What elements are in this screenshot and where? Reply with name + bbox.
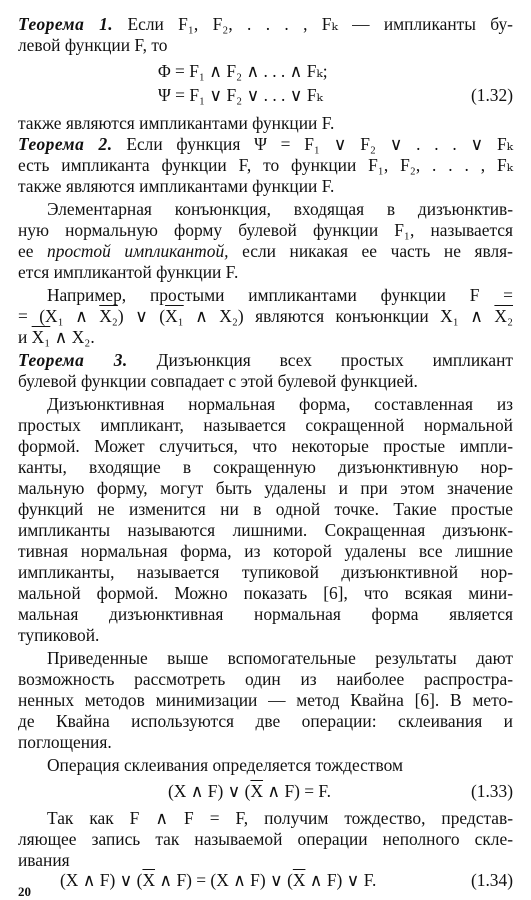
negated-variable: X₂ (99, 306, 118, 326)
text-line: Операция склеивания определяется тождеством (47, 755, 403, 775)
theorem-2-label: Теорема 2. (18, 134, 113, 154)
theorem-2-line (18, 134, 513, 155)
negated-variable: X₂ (494, 306, 514, 326)
text-line: Если F₁, F₂, . . . , Fₖ — импликанты бу- (127, 14, 513, 34)
text-line: есть импликанта функции F, то функции F₁, F₂, . . . , Fₖ (18, 155, 513, 175)
text-line: Так как F ∧ F = F, получим тождество, представ- (47, 808, 513, 828)
text-line: возможность рассмотреть один из наиболее распростра- (18, 669, 513, 689)
text-line: Дизъюнкция всех простых импликант (156, 350, 513, 370)
theorem-1-line (18, 14, 513, 35)
text-line: также являются импликантами функции F. (18, 113, 335, 133)
formula-fragment: ∧ F) = (X ∧ F) ∨ ( (155, 870, 293, 890)
text-line: тупиковой. (18, 625, 100, 645)
formula-fragment: ∧ F) = F. (263, 781, 332, 801)
text-line: Дизъюнктивная нормальная форма, составленная из (47, 394, 513, 414)
text-line: ненных методов минимизации — метод Квайна [6]. В мето- (18, 690, 513, 710)
formula-fragment: (X ∧ F) ∨ ( (168, 781, 251, 801)
formula-fragment: ∧ F) ∨ F. (305, 870, 377, 890)
equation-number-1-32: (1.32) (470, 85, 513, 105)
text-fragment: = (X₁ ∧ (18, 306, 100, 326)
text-line: импликанты называются лишними. Сокращенная дизъюнк- (18, 520, 513, 540)
text-line: поглощения. (18, 732, 112, 752)
formula-1-33 (168, 781, 331, 802)
text-line: мальную форму, могут быть удалены и при этом значение (18, 478, 513, 498)
equation-number-1-34: (1.34) (470, 870, 513, 890)
text-line: ивания (18, 850, 70, 870)
formula-psi: Ψ = F₁ ∨ F₂ ∨ . . . ∨ Fₖ (158, 85, 323, 105)
text-line: мальная дизъюнктивная нормальная форма является (18, 604, 513, 624)
text-line: импликанты, называется тупиковой дизъюнктивной нор- (18, 562, 513, 582)
negated-variable: X₁ (31, 327, 51, 347)
negated-variable: $\overline{X}$ (292, 870, 306, 890)
text-line: формой. Может случиться, что некоторые простые импли- (18, 436, 513, 456)
formula-phi: Φ = F₁ ∧ F₂ ∧ . . . ∧ Fₖ; (158, 61, 328, 81)
text-fragment: ∧ X₂. (50, 327, 95, 347)
text-line: де Квайна используются две операции: склеивания и (18, 711, 513, 731)
definition-line (18, 241, 513, 262)
text-line: Если функция Ψ = F₁ ∨ F₂ ∨ . . . ∨ Fₖ (126, 134, 513, 154)
text-line: тивная нормальная форма, из которой удалены все лишние (18, 541, 513, 561)
equation-number-1-33: (1.33) (470, 781, 513, 801)
negated-variable: $\overline{X}$ (250, 781, 264, 801)
example-formula-line (18, 327, 513, 348)
theorem-3-label: Теорема 3. (18, 350, 128, 370)
text-line: ляющее запись так называемой операции неполного скле- (18, 829, 513, 849)
text-line: простых импликант, называется сокращенной нормальной (18, 415, 513, 435)
text-fragment: ) ∨ ( (117, 306, 166, 326)
text-line: булевой функции совпадает с этой булевой функцией. (18, 371, 418, 391)
negated-variable: $\overline{X}$ (142, 870, 156, 890)
text-line: ется импликантой функции F. (18, 262, 239, 282)
text-line: ную нормальную форму булевой функции F₁, называется (18, 220, 513, 240)
text-line: левой функции F, то (18, 35, 168, 55)
page-number: 20 (18, 884, 31, 899)
formula-fragment: (X ∧ F) ∨ ( (60, 870, 143, 890)
text-line: Например, простыми импликантами функции F = (47, 285, 513, 305)
term-prime-implicant: простой импликантой, (47, 241, 229, 261)
text-line: также являются импликантами функции F. (18, 176, 335, 196)
theorem-1-label: Теорема 1. (18, 14, 114, 34)
formula-1-34 (60, 870, 376, 891)
theorem-3-line (18, 350, 513, 371)
text-fragment: ее (18, 241, 34, 261)
text-fragment: и (18, 327, 32, 347)
text-fragment: если никакая ее часть не явля- (242, 241, 513, 261)
text-line: мальной формой. Можно показать [6], что всякая мини- (18, 583, 513, 603)
text-line: Приведенные выше вспомогательные результаты дают (47, 648, 513, 668)
text-line: функций не изменится ни в одной точке. Такие простые (18, 499, 513, 519)
text-fragment: ∧ X₂) являются конъюнкции X₁ ∧ (183, 306, 495, 326)
example-formula-line (18, 306, 513, 327)
text-line: канты, входящие в сокращенную дизъюнктивную нор- (18, 457, 513, 477)
negated-variable: X₁ (165, 306, 184, 326)
text-line: Элементарная конъюнкция, входящая в дизъюнктив- (47, 199, 513, 219)
